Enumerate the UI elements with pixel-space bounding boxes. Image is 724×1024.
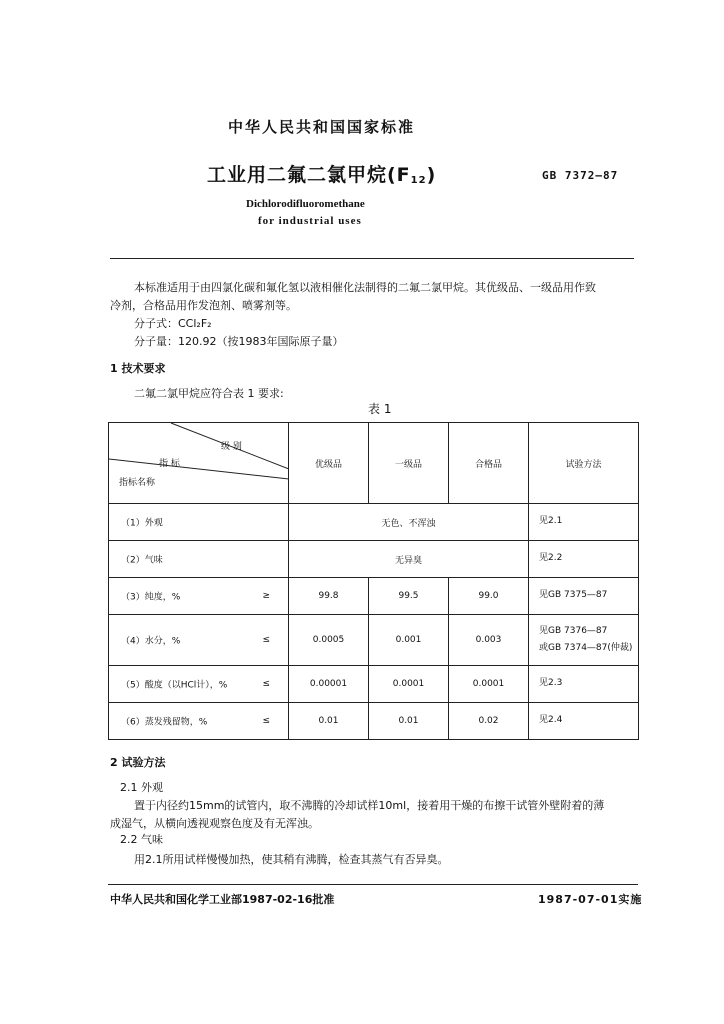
value-qualified: 0.003 <box>449 615 529 666</box>
subsection-2-2-title: 2.2 气味 <box>120 833 163 846</box>
table-row <box>109 578 639 615</box>
value-premium: 0.00001 <box>289 666 369 703</box>
header-divider <box>110 258 634 259</box>
document-title <box>207 160 436 187</box>
value-first-grade: 99.5 <box>369 578 449 615</box>
value-premium: 99.8 <box>289 578 369 615</box>
test-method-text: 见2.3 <box>539 678 563 689</box>
scope-line-1: 本标准适用于由四氯化碳和氟化氢以液相催化法制得的二氟二氯甲烷。其优级品、一级品用作致 <box>134 281 596 294</box>
test-method-cell <box>529 504 639 541</box>
english-title-line2: for industrial uses <box>258 215 362 227</box>
scope-line-2: 冷剂，合格品用作发泡剂、喷雾剂等。 <box>110 299 297 312</box>
test-method-cell <box>529 666 639 703</box>
table-row <box>109 666 639 703</box>
test-method-cell <box>529 578 639 615</box>
item-name: （5）酸度（以HCl计），% <box>121 680 228 691</box>
col-header-test-method: 试验方法 <box>529 423 639 504</box>
comparison-operator: ≤ <box>262 716 270 726</box>
standard-organization: 中华人民共和国国家标准 <box>228 118 416 136</box>
comparison-operator: ≤ <box>262 635 270 645</box>
value-first-grade: 0.001 <box>369 615 449 666</box>
comparison-operator: ≥ <box>262 591 270 601</box>
approval-note: 中华人民共和国化学工业部1987-02-16批准 <box>110 893 335 906</box>
table-row <box>109 541 639 578</box>
item-cell <box>109 578 289 615</box>
molecular-formula: 分子式：CCl₂F₂ <box>134 317 212 330</box>
value-first-grade: 0.0001 <box>369 666 449 703</box>
item-name: （4）水分，% <box>121 636 181 647</box>
table-row <box>109 703 639 740</box>
diag-label-index: 指 标 <box>159 459 180 469</box>
col-header-premium: 优级品 <box>289 423 369 504</box>
gb-standard-code: GB 7372—87 <box>542 169 619 182</box>
item-cell <box>109 504 289 541</box>
item-cell <box>109 615 289 666</box>
diag-label-name: 指标名称 <box>119 478 156 488</box>
value-first-grade: 0.01 <box>369 703 449 740</box>
test-method-text: 见GB 7376—87 <box>539 625 608 636</box>
test-method-text: 见2.1 <box>539 516 563 527</box>
subsection-2-1-line2: 成湿气，从横向透视观察色度及有无浑浊。 <box>110 817 319 830</box>
test-method-text: 见2.4 <box>539 715 563 726</box>
item-cell <box>109 541 289 578</box>
diagonal-lines <box>109 423 289 503</box>
section-1-heading: 1 技术要求 <box>110 362 166 375</box>
subsection-2-2-line1: 用2.1所用试样慢慢加热，使其稍有沸腾，检查其蒸气有否异臭。 <box>134 853 449 866</box>
footer-divider <box>108 884 638 885</box>
value-qualified: 99.0 <box>449 578 529 615</box>
merged-value-cell: 无色、不浑浊 <box>289 504 529 541</box>
col-header-first-grade: 一级品 <box>369 423 449 504</box>
title-close: ) <box>426 164 437 186</box>
table-header-row <box>109 423 639 504</box>
test-method-cell <box>529 541 639 578</box>
item-name: （6）蒸发残留物，% <box>121 717 208 728</box>
test-method-text-alt: 或GB 7374—87(仲裁) <box>539 643 633 653</box>
english-title-line1: Dichlorodifluoromethane <box>246 198 365 210</box>
merged-value-cell: 无异臭 <box>289 541 529 578</box>
value-premium: 0.01 <box>289 703 369 740</box>
table-row <box>109 504 639 541</box>
value-qualified: 0.02 <box>449 703 529 740</box>
title-subscript: 12 <box>410 175 427 186</box>
test-method-text: 见GB 7375—87 <box>539 590 608 601</box>
value-qualified: 0.0001 <box>449 666 529 703</box>
subsection-2-1-title: 2.1 外观 <box>120 781 163 794</box>
item-name: （2）气味 <box>121 555 163 566</box>
requirement-text: 二氟二氯甲烷应符合表 1 要求: <box>134 387 284 400</box>
diagonal-header-cell <box>109 423 289 504</box>
diag-label-level: 级 别 <box>221 442 242 452</box>
table-row <box>109 615 639 666</box>
implementation-date: 1987-07-01实施 <box>538 893 643 906</box>
item-name: （3）纯度，% <box>121 592 181 603</box>
comparison-operator: ≤ <box>262 679 270 689</box>
molecular-mass: 分子量：120.92（按1983年国际原子量） <box>134 335 344 348</box>
section-2-heading: 2 试验方法 <box>110 756 166 769</box>
specification-table <box>108 422 639 740</box>
value-premium: 0.0005 <box>289 615 369 666</box>
test-method-cell <box>529 703 639 740</box>
item-name: （1）外观 <box>121 518 163 529</box>
test-method-cell <box>529 615 639 666</box>
test-method-text: 见2.2 <box>539 553 563 564</box>
title-main: 工业用二氟二氯甲烷(F <box>207 164 411 186</box>
item-cell <box>109 666 289 703</box>
subsection-2-1-line1: 置于内径约15mm的试管内，取不沸腾的冷却试样10ml，接着用干燥的布擦干试管外壁附着的薄 <box>134 799 605 812</box>
table-caption: 表 1 <box>368 402 392 416</box>
col-header-qualified: 合格品 <box>449 423 529 504</box>
item-cell <box>109 703 289 740</box>
